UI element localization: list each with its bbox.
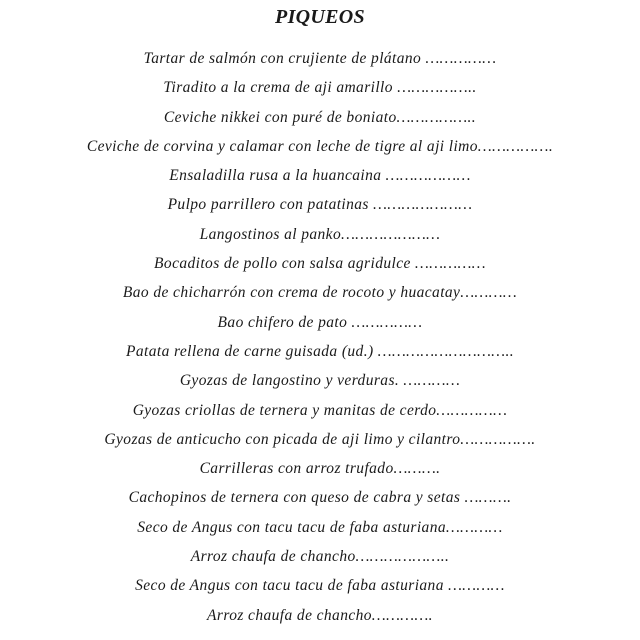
menu-item: Carrilleras con arroz trufado………. bbox=[199, 460, 441, 478]
menu-item: Arroz chaufa de chancho……………….. bbox=[190, 548, 450, 566]
menu-title: PIQUEOS bbox=[275, 6, 365, 28]
menu-item: Seco de Angus con tacu tacu de faba asturiana ………… bbox=[135, 577, 505, 595]
menu-item: Patata rellena de carne guisada (ud.) ……………………….. bbox=[125, 342, 514, 360]
menu-item: Gyozas de langostino y verduras. ………… bbox=[179, 372, 461, 390]
menu-item: Gyozas de anticucho con picada de aji limo y cilantro……………. bbox=[104, 430, 536, 448]
menu-item: Bao chifero de pato …………… bbox=[217, 313, 423, 331]
menu-item: Ceviche nikkei con puré de boniato…………….. bbox=[163, 108, 477, 126]
menu-item: Arroz chaufa de chancho…………. bbox=[207, 606, 433, 624]
menu-item: Seco de Angus con tacu tacu de faba asturiana………… bbox=[137, 518, 503, 536]
menu-item: Bao de chicharrón con crema de rocoto y huacatay………… bbox=[122, 284, 518, 302]
menu-item: Cachopinos de ternera con queso de cabra y setas ………. bbox=[128, 489, 512, 507]
menu-item: Gyozas criollas de ternera y manitas de cerdo…………… bbox=[132, 401, 508, 419]
menu-item: Tiradito a la crema de aji amarillo …………….. bbox=[163, 79, 477, 97]
menu-item: Pulpo parrillero con patatinas ………………… bbox=[167, 196, 473, 214]
menu-item: Tartar de salmón con crujiente de plátano …………… bbox=[143, 50, 497, 67]
menu-item: Bocaditos de pollo con salsa agridulce …………… bbox=[154, 255, 486, 273]
menu-item: Ensaladilla rusa a la huancaina ……………… bbox=[169, 167, 471, 185]
menu-item-list bbox=[0, 48, 640, 634]
menu-item: Langostinos al panko………………… bbox=[199, 225, 441, 243]
menu-item: Ceviche de corvina y calamar con leche de tigre al aji limo……………. bbox=[86, 137, 554, 155]
